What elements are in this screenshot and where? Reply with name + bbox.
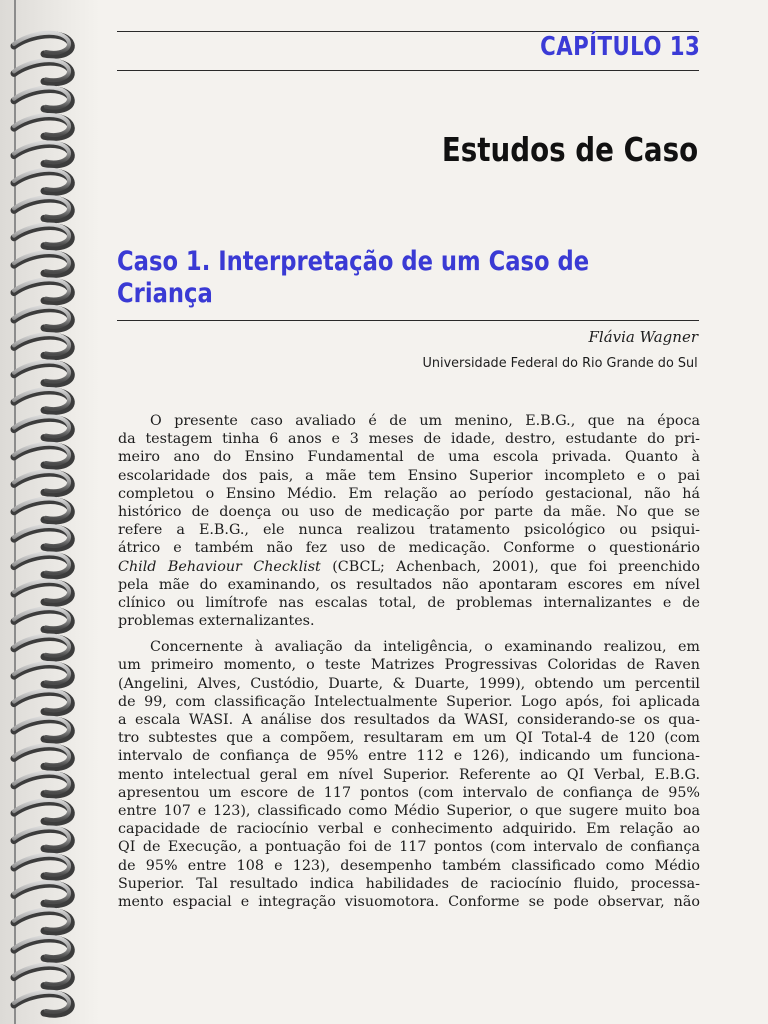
text-line: de 99, com classificação Intelectualmente Superior. Logo após, foi aplicada [118, 693, 700, 710]
case-title-rule [117, 320, 699, 321]
text-line: mento espacial e integração visuomotora. Conforme se pode observar, não [118, 893, 700, 910]
text-line: Concernente à avaliação da inteligência, o examinando realizou, em [150, 639, 700, 656]
text-line: um primeiro momento, o teste Matrizes Progressivas Coloridas de Raven [118, 657, 700, 674]
text-line: meiro ano do Ensino Fundamental de uma escola privada. Quanto à [118, 449, 700, 466]
text-line: de 95% entre 108 e 123), desempenho também classificado como Médio [118, 857, 700, 874]
text-line: refere a E.B.G., ele nunca realizou tratamento psicológico ou psiqui- [118, 522, 700, 539]
case-title [117, 246, 621, 310]
text-line: QI de Execução, a pontuação foi de 117 pontos (com intervalo de confiança [118, 839, 700, 856]
text-line: Child Behaviour Checklist (CBCL; Achenbach, 2001), que foi preenchido [118, 558, 700, 575]
case-title-line: Criança [117, 278, 213, 309]
text-line: átrico e também não fez uso de medicação. Conforme o questionário [118, 540, 700, 557]
paragraph [118, 412, 700, 630]
text-line: completou o Ensino Médio. Em relação ao período gestacional, não há [118, 485, 700, 502]
body-text [118, 412, 700, 919]
text-line: Superior. Tal resultado indica habilidades de raciocínio fluido, processa- [118, 875, 700, 892]
text-line: entre 107 e 123), classificado como Médio Superior, o que sugere muito boa [118, 802, 700, 819]
paragraph [118, 638, 700, 911]
case-title-line: Caso 1. Interpretação de um Caso de [117, 246, 590, 277]
author-name: Flávia Wagner [588, 328, 698, 346]
text-line: clínico ou limítrofe nas escalas total, de problemas internalizantes e de [118, 594, 700, 611]
text-line: O presente caso avaliado é de um menino, E.B.G., que na época [150, 413, 700, 429]
chapter-title: Estudos de Caso [441, 130, 698, 169]
chapter-rule [117, 70, 699, 71]
text-line: escolaridade dos pais, a mãe tem Ensino Superior incompleto e o pai [118, 467, 700, 484]
text-line: capacidade de raciocínio verbal e conhecimento adquirido. Em relação ao [118, 821, 700, 838]
text-line: problemas externalizantes. [118, 613, 315, 630]
text-line: (Angelini, Alves, Custódio, Duarte, & Duarte, 1999), obtendo um percentil [118, 675, 700, 692]
spiral-binding [0, 0, 100, 1024]
chapter-label: CAPÍTULO 13 [539, 32, 700, 62]
text-line: pela mãe do examinando, os resultados não apontaram escores em nível [118, 576, 700, 593]
text-line: apresentou um escore de 117 pontos (com intervalo de confiança de 95% [118, 784, 700, 801]
text-line: mento intelectual geral em nível Superior. Referente ao QI Verbal, E.B.G. [118, 766, 700, 783]
text-line: intervalo de confiança de 95% entre 112 e 126), indicando um funciona- [118, 748, 700, 765]
text-line: a escala WASI. A análise dos resultados da WASI, considerando-se os qua- [118, 712, 700, 728]
text-line: histórico de doença ou uso de medicação por parte da mãe. No que se [118, 503, 700, 520]
text-line: da testagem tinha 6 anos e 3 meses de idade, destro, estudante do pri- [118, 431, 700, 448]
author-affiliation: Universidade Federal do Rio Grande do Sul [422, 355, 698, 371]
text-line: tro subtestes que a compõem, resultaram em um QI Total-4 de 120 (com [118, 730, 700, 747]
